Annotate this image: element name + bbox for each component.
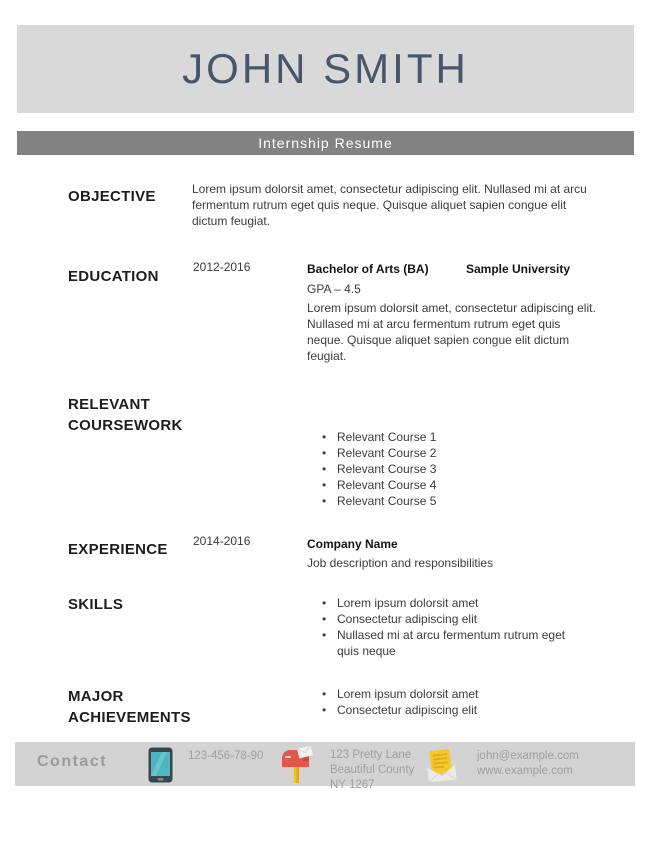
person-name: JOHN SMITH [182,45,469,92]
address-line: NY 1267 [330,779,375,791]
phone-number: 123-456-78-90 [188,750,264,762]
mailbox-icon [280,745,314,790]
school-name: Sample University [466,262,571,276]
education-dates: 2012-2016 [193,260,251,274]
education-heading: EDUCATION [68,268,159,285]
online-contact [477,749,579,779]
education-description: Lorem ipsum dolorsit amet, consectetur adipiscing elit. Nullased mi at arcu fermentum rutrum eget quis neque. Quisque aliquet sapien congue elit dictum feugiat. [307,301,596,363]
contact-footer [15,742,635,791]
name-banner [17,25,634,113]
skill-item: • Consectetur adipiscing elit [322,611,580,627]
achievements-heading: MAJOR ACHIEVEMENTS [68,688,191,726]
address-line: 123 Pretty Lane [330,749,412,761]
experience-heading: EXPERIENCE [68,541,168,558]
achievement-item: • Consectetur adipiscing elit [322,702,580,718]
subtitle-bar [17,131,634,155]
coursework-item: • Relevant Course 1 [322,429,532,445]
email-address: john@example.com [477,750,579,762]
coursework-item: • Relevant Course 4 [322,477,532,493]
skills-heading: SKILLS [68,596,124,613]
company-name: Company Name [307,537,398,551]
education-degree-row [307,262,597,281]
objective-heading: OBJECTIVE [68,188,156,205]
coursework-heading: RELEVANT COURSEWORK [68,396,183,434]
email-icon [425,749,457,787]
skill-item: • Lorem ipsum dolorsit amet [322,595,580,611]
mailing-address [330,748,414,793]
contact-label: Contact [37,753,108,770]
address-line: Beautiful County [330,764,415,776]
achievement-item: • Lorem ipsum dolorsit amet [322,686,580,702]
resume-type-label: Internship Resume [258,135,393,151]
coursework-item: • Relevant Course 2 [322,445,532,461]
objective-text: Lorem ipsum dolorsit amet, consectetur adipiscing elit. Nullased mi at arcu fermentum rutrum eget quis neque. Quisque aliquet sapien congue elit dictum feugiat. [192,182,587,228]
coursework-item: • Relevant Course 3 [322,461,532,477]
phone-icon [148,747,173,788]
skills-list [322,595,580,659]
achievements-list [322,686,580,718]
coursework-item: • Relevant Course 5 [322,493,532,509]
degree-name: Bachelor of Arts (BA) [307,262,429,276]
experience-dates: 2014-2016 [193,534,251,548]
education-details [307,262,597,364]
coursework-list [322,429,532,509]
gpa-line: GPA – 4.5 [307,282,361,296]
job-description: Job description and responsibilities [307,556,494,570]
website-url: www.example.com [477,765,573,777]
skill-item: • Nullased mi at arcu fermentum rutrum eget quis neque [322,627,580,659]
